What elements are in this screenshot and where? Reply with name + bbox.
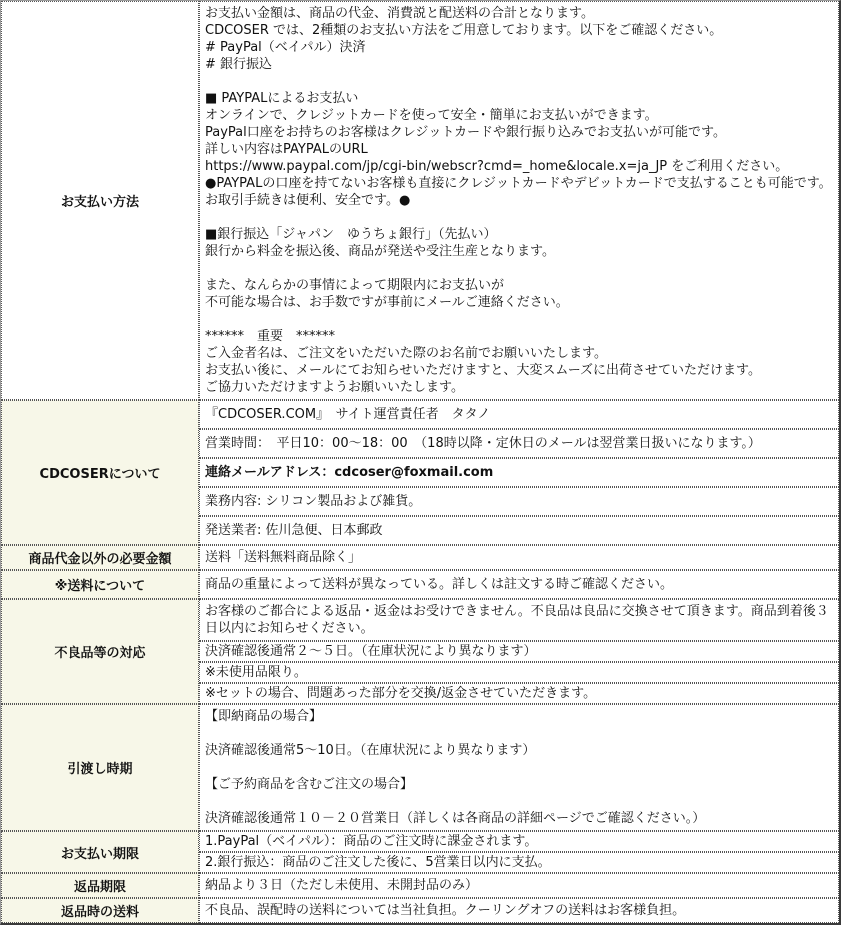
text-line: PayPal口座をお持ちのお客様はクレジットカードや銀行振り込みでお支払いが可能です。 [205,125,726,140]
text-line: 送料「送料無料商品除く」 [205,550,362,565]
text-line: 営業時間： 平日10：00～18：00 （18時以降・定休日のメールは翌営業日扱いになります。） [205,436,761,451]
text-line: ※セットの場合、問題あった部分を交換/返金させていただきます。 [205,686,597,701]
section-header-shipping-fee: ※送料について [1,570,199,599]
business-hours-cell [199,429,839,458]
table-row [1,898,839,923]
text-line: 【ご予約商品を含むご注文の場合】 [205,777,414,792]
text-line: 決済確認後通常5～10日。（在庫状況により異なります） [205,743,536,758]
text-line [205,209,833,226]
text-line: 商品の重量によって送料が異なっている。詳しくは註文する時ご確認ください。 [205,577,674,592]
set-exchange-cell [199,683,839,704]
text-line: 不良品、誤配時の送料については当社負担。クーリングオフの送料はお客様負担。 [205,903,686,918]
text-line: お支払い金額は、商品の代金、消費説と配送料の合計となります。 [205,6,594,21]
text-line: ■銀行振込「ジャパン ゆうちょ銀行」（先払い） [205,227,497,242]
section-header-delivery-time: 引渡し時期 [1,704,199,831]
text-line: ※未使用品限り。 [205,665,307,680]
section-header-defective-items: 不良品等の対応 [1,599,199,704]
table-row [1,704,839,831]
text-line: 決済確認後通常２～５日。（在庫状況により異なります） [205,644,537,659]
table-row [1,545,839,570]
text-line [205,725,833,742]
text-line: お取引手続きは便利、安全です。● [205,193,411,208]
site-operator-cell [199,400,839,429]
text-line: ●PAYPALの口座を持てないお客様も直接にクレジットカードやデビットカードで支払することも可能です。 [205,176,832,191]
text-line [205,759,833,776]
text-line: 詳しい内容はPAYPALのURL [205,142,368,157]
defective-policy-cell [199,599,839,641]
text-line: ご協力いただけますようお願いいたします。 [205,380,464,395]
text-line: 発送業者: 佐川急便、日本郵政 [205,523,383,538]
paypal-deadline-cell [199,831,839,852]
extra-fees-content [199,545,839,570]
text-line: また、なんらかの事情によって期限内にお支払いが [205,278,505,293]
shipping-fee-content [199,570,839,599]
business-description-cell [199,487,839,516]
return-shipping-content [199,898,839,923]
text-line [205,260,833,277]
text-line: 不可能な場合は、お手数ですが事前にメールご連絡ください。 [205,295,569,310]
table-row [1,570,839,599]
text-line [205,793,833,810]
return-deadline-content [199,873,839,898]
text-line: https://www.paypal.com/jp/cgi-bin/webscr?cmd=_home&locale.x=ja_JP をご利用ください。 [205,159,789,174]
table-row [1,1,839,400]
section-header-about-cdcoser: CDCOSERについて [1,400,199,545]
section-header-payment-deadline: お支払い期限 [1,831,199,873]
text-line: お支払い後に、メールにてお知らせいただけますと、大変スムーズに出荷させていただけます。 [205,363,762,378]
text-line: CDCOSER では、2種類のお支払い方法をご用意しております。以下をご確認ください。 [205,23,723,38]
defective-timing-cell [199,641,839,662]
text-line: 業務内容: シリコン製品および雑貨。 [205,494,422,509]
text-line: ****** 重要 ****** [205,329,336,344]
text-line: お客様のご都合による返品・返金はお受けできません。不良品は良品に交換させて頂きます。商品到着後３日以内にお知らせください。 [205,604,829,636]
section-header-extra-fees: 商品代金以外の必要金額 [1,545,199,570]
text-line: ご入金者名は、ご注文をいただいた際のお名前でお願いいたします。 [205,346,607,361]
text-line: 2.銀行振込：商品のご注文した後に、5営業日以内に支払。 [205,855,551,870]
text-line [205,311,833,328]
text-line: 1.PayPal（ベイパル）：商品のご注文時に課金されます。 [205,834,538,849]
table-row [1,599,839,641]
contact-email-cell [199,458,839,487]
text-line: 【即納商品の場合】 [205,709,323,724]
text-line: 決済確認後通常１０－２０営業日（詳しくは各商品の詳細ページでご確認ください。） [205,811,706,826]
text-line: 連絡メールアドレス：cdcoser@foxmail.com [205,465,494,480]
table-row [1,400,839,429]
shipping-carriers-cell [199,516,839,545]
section-header-return-shipping: 返品時の送料 [1,898,199,923]
text-line: オンラインで、クレジットカードを使って安全・簡単にお支払いができます。 [205,108,658,123]
text-line: 『CDCOSER.COM』 サイト運営責任者 タタノ [205,407,491,422]
delivery-time-content [199,704,839,831]
table-row [1,831,839,852]
text-line: 銀行から料金を振込後、商品が発送や受注生産となります。 [205,244,555,259]
text-line [205,73,833,90]
text-line: # PayPal（ベイパル）決済 [205,40,366,55]
section-header-payment-method: お支払い方法 [1,1,199,400]
text-line: ■ PAYPALによるお支払い [205,91,359,106]
text-line: 納品より３日（ただし未使用、未開封品のみ） [205,878,479,893]
bank-deadline-cell [199,852,839,873]
text-line: # 銀行振込 [205,57,273,72]
unused-only-cell [199,662,839,683]
section-header-return-deadline: 返品期限 [1,873,199,898]
table-row [1,873,839,898]
payment-method-content [199,1,839,400]
